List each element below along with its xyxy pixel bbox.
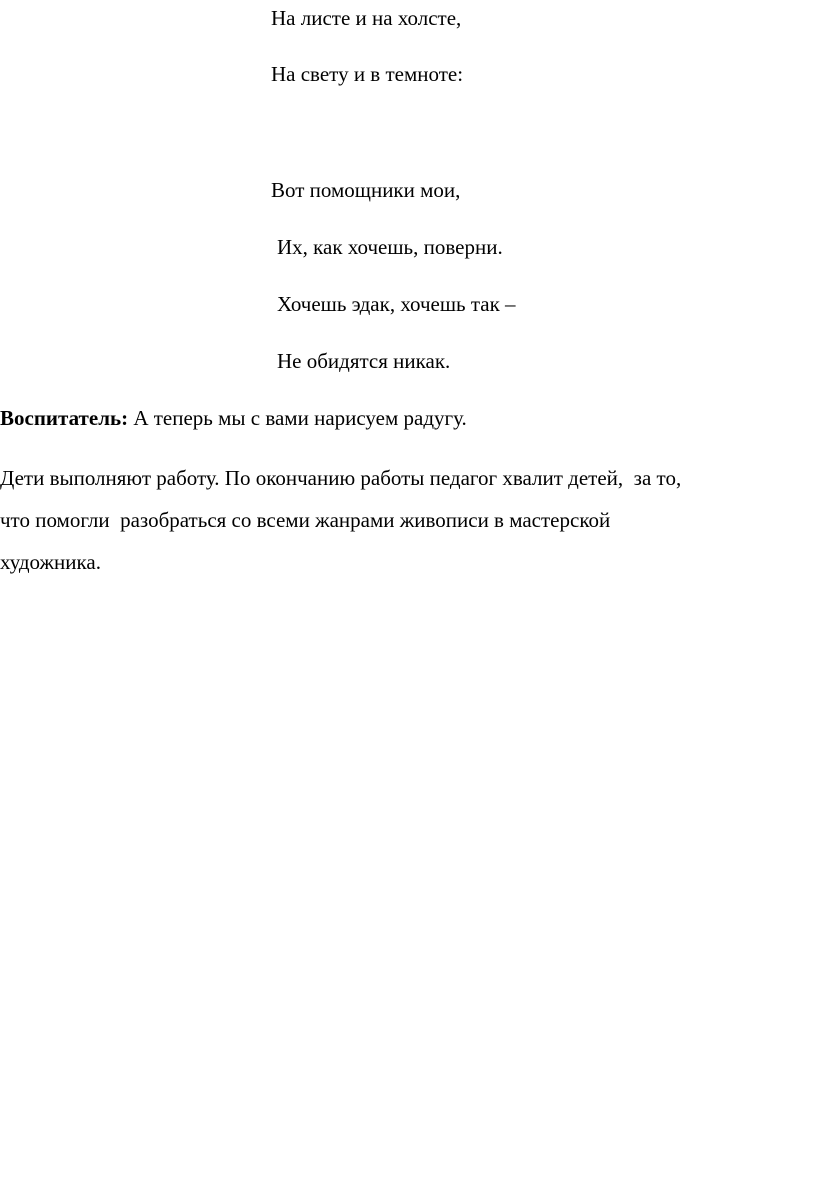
poem-line: Вот помощники мои,	[271, 178, 461, 202]
dialogue-line	[0, 406, 467, 430]
narration-line: Дети выполняют работу. По окончанию работы педагог хвалит детей, за то,	[0, 466, 682, 490]
poem-line: Их, как хочешь, поверни.	[277, 235, 503, 259]
poem-line: На свету и в темноте:	[271, 62, 464, 86]
poem-line: Не обидятся никак.	[277, 349, 451, 373]
narration-line: что помогли разобраться со всеми жанрами живописи в мастерской	[0, 508, 611, 532]
poem-line: На листе и на холсте,	[271, 6, 462, 30]
speaker-label: Воспитатель:	[0, 406, 129, 430]
dialogue-text: А теперь мы с вами нарисуем радугу.	[128, 406, 467, 430]
poem-line: Хочешь эдак, хочешь так –	[277, 292, 516, 316]
narration-line: художника.	[0, 550, 101, 574]
